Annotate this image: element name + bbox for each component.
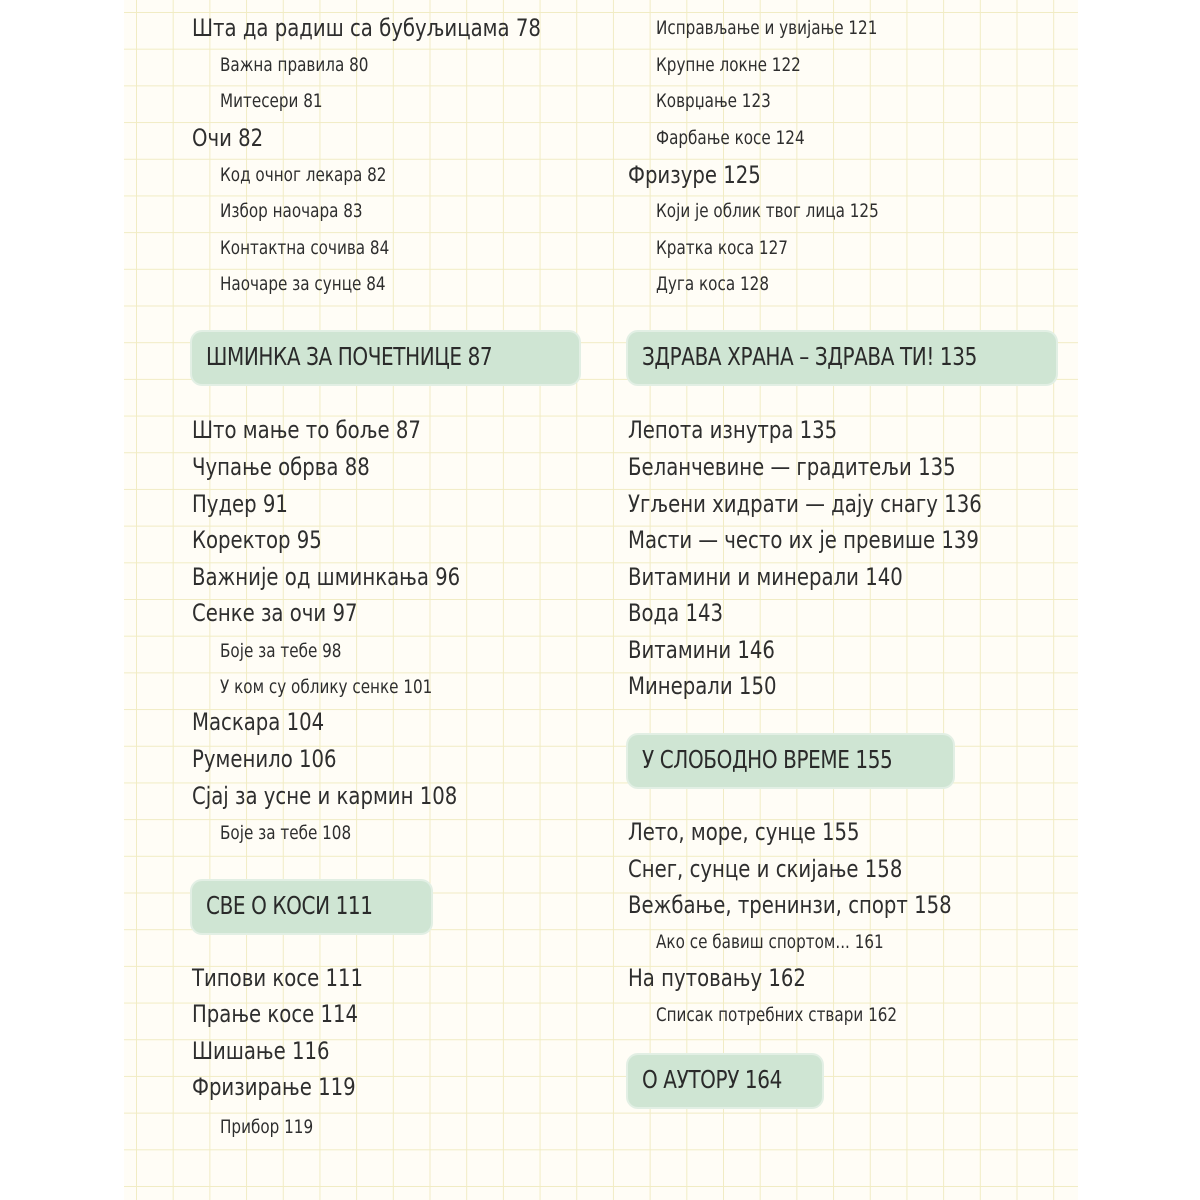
section-header (192, 881, 431, 933)
toc-entry: Минерали 150 (628, 672, 777, 700)
section-title: ШМИНКА ЗА ПОЧЕТНИЦЕ 87 (206, 342, 493, 371)
toc-subentry: Боје за тебе 98 (220, 640, 342, 662)
toc-entry: Шишање 116 (192, 1037, 330, 1065)
toc-entry: Витамини 146 (628, 636, 775, 664)
section-header (628, 1055, 822, 1107)
section-header (628, 332, 1056, 384)
toc-entry: Маскара 104 (192, 708, 325, 736)
toc-entry: На путовању 162 (628, 964, 806, 992)
toc-entry: Пудер 91 (192, 490, 288, 518)
toc-entry: Прање косе 114 (192, 1000, 359, 1028)
toc-subentry: Важна правила 80 (220, 54, 369, 76)
toc-entry: Снег, сунце и скијање 158 (628, 855, 903, 883)
section-header (192, 332, 579, 384)
toc-entry: Што мање то боље 87 (192, 416, 421, 444)
toc-entry: Угљени хидрати — дају снагу 136 (628, 490, 982, 518)
toc-entry: Коректор 95 (192, 526, 322, 554)
toc-entry: Вежбање, тренинзи, спорт 158 (628, 891, 952, 919)
toc-entry: Сјај за усне и кармин 108 (192, 782, 458, 810)
toc-subentry: Крупне локне 122 (656, 54, 801, 76)
toc-entry: Вода 143 (628, 599, 724, 627)
toc-entry: Витамини и минерали 140 (628, 563, 903, 591)
toc-subentry: Избор наочара 83 (220, 200, 363, 222)
toc-entry: Масти — често их је превише 139 (628, 526, 979, 554)
toc-page (124, 0, 1078, 1200)
toc-subentry: Наочаре за сунце 84 (220, 273, 386, 295)
toc-subentry: Контактна сочива 84 (220, 237, 390, 259)
toc-subentry: Дуга коса 128 (656, 273, 769, 295)
section-title: О АУТОРУ 164 (642, 1065, 782, 1094)
toc-entry: Важније од шминкања 96 (192, 563, 461, 591)
section-title: У СЛОБОДНО ВРЕМЕ 155 (642, 745, 893, 774)
toc-subentry: Фарбање косе 124 (656, 127, 805, 149)
toc-entry: Сенке за очи 97 (192, 599, 358, 627)
toc-entry: Фризирање 119 (192, 1073, 356, 1101)
toc-subentry: Митесери 81 (220, 90, 323, 112)
toc-subentry: Ако се бавиш спортом... 161 (656, 931, 884, 953)
toc-subentry: Који је облик твог лица 125 (656, 200, 879, 222)
toc-subentry: Коврџање 123 (656, 90, 771, 112)
section-header (628, 735, 953, 787)
toc-entry: Лепота изнутра 135 (628, 416, 838, 444)
toc-entry: Фризуре 125 (628, 161, 761, 189)
toc-entry: Шта да радиш са бубуљицама 78 (192, 14, 541, 42)
toc-subentry: Кратка коса 127 (656, 237, 788, 259)
toc-subentry: Боје за тебе 108 (220, 822, 352, 844)
toc-subentry: Исправљање и увијање 121 (656, 17, 878, 39)
toc-entry: Чупање обрва 88 (192, 453, 370, 481)
toc-subentry: Списак потребних ствари 162 (656, 1004, 898, 1026)
toc-entry: Лето, море, сунце 155 (628, 818, 860, 846)
section-title: ЗДРАВА ХРАНА – ЗДРАВА ТИ! 135 (642, 342, 977, 371)
section-title: СВЕ О КОСИ 111 (206, 891, 373, 920)
toc-subentry: У ком су облику сенке 101 (220, 676, 433, 698)
toc-subentry: Прибор 119 (220, 1116, 314, 1138)
toc-entry: Типови косе 111 (192, 964, 364, 992)
toc-entry: Руменило 106 (192, 745, 337, 773)
toc-entry: Беланчевине — градитељи 135 (628, 453, 956, 481)
toc-subentry: Код очног лекара 82 (220, 164, 387, 186)
toc-entry: Очи 82 (192, 124, 264, 152)
